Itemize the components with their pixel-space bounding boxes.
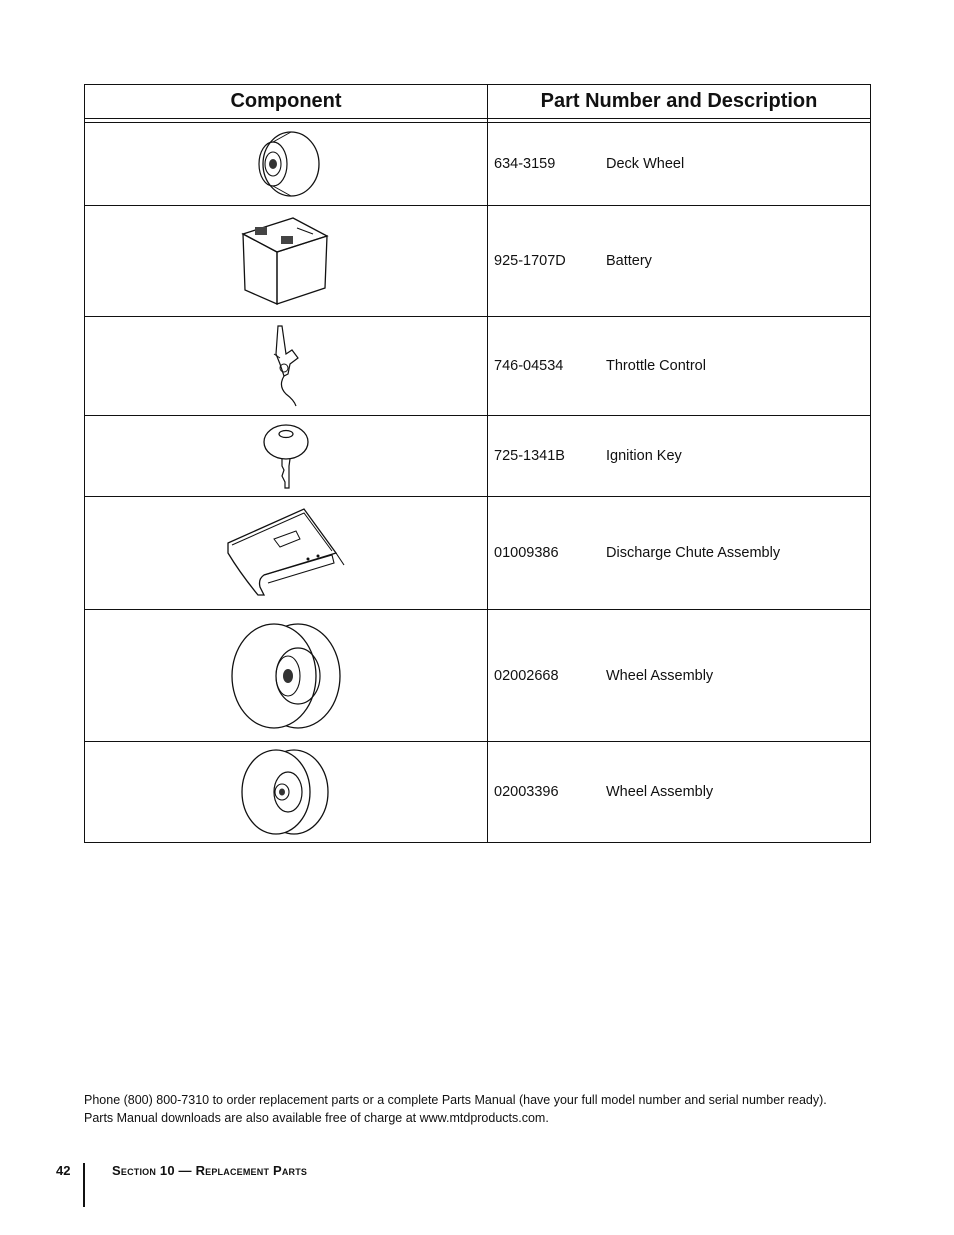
table-row [85, 317, 871, 416]
part-number: 725-1341B [494, 448, 565, 464]
battery-icon [241, 214, 331, 308]
ignition-key-icon [261, 422, 311, 490]
table-row [85, 497, 871, 610]
part-number: 925-1707D [494, 253, 566, 269]
throttle-control-icon [266, 324, 306, 408]
part-number: 746-04534 [494, 358, 564, 374]
part-description: Throttle Control [606, 358, 706, 374]
part-number: 634-3159 [494, 156, 556, 172]
part-description: Wheel Assembly [606, 784, 714, 800]
ordering-note-line-2: Parts Manual downloads are also available free of charge at www.mtdproducts.com. [84, 1111, 549, 1125]
table-row [85, 416, 871, 497]
header-part-number-description: Part Number and Description [488, 85, 871, 119]
table-row [85, 742, 871, 843]
part-description: Discharge Chute Assembly [606, 545, 781, 561]
part-number: 01009386 [494, 545, 559, 561]
discharge-chute-icon [224, 503, 348, 603]
part-description: Wheel Assembly [606, 667, 714, 684]
table-row [85, 123, 871, 206]
page-number: 42 [56, 1163, 71, 1178]
part-description: Ignition Key [606, 448, 682, 464]
part-number: 02002668 [494, 667, 559, 684]
wheel-assembly-icon [228, 620, 344, 732]
part-description: Deck Wheel [606, 156, 685, 172]
part-description: Battery [606, 253, 652, 269]
part-number: 02003396 [494, 784, 559, 800]
deck-wheel-icon [251, 128, 321, 200]
table-row [85, 610, 871, 742]
table-row [85, 206, 871, 317]
parts-table [84, 84, 871, 843]
ordering-note [84, 1091, 884, 1127]
footer-divider [83, 1163, 85, 1207]
ordering-note-line-1: Phone (800) 800-7310 to order replacement parts or a complete Parts Manual (have your full model number and serial number ready). [84, 1093, 827, 1107]
section-title: Section 10 — Replacement Parts [112, 1163, 308, 1178]
header-component: Component [85, 85, 488, 119]
wheel-assembly-icon [238, 747, 334, 837]
